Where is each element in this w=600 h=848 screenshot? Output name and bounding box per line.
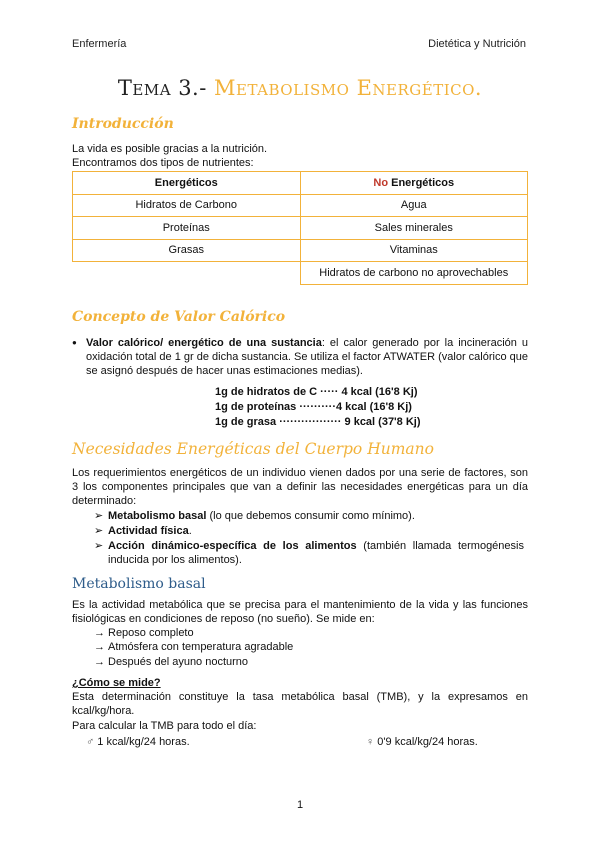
right-arrow-icon: → — [94, 656, 105, 668]
factor-protein: 1g de proteínas ··········4 kcal (16'8 Kj) — [215, 401, 412, 413]
condition-item — [94, 640, 524, 654]
basal-text: Es la actividad metabólica que se precisa para el mantenimiento de la vida y las funciones fisiológicas en condiciones de reposo (no sueño). Se mide en: — [72, 599, 528, 625]
how-text: Esta determinación constituye la tasa metabólica basal (TMB), y la expresamos en kcal/kg/hora. — [72, 691, 528, 717]
table-cell: Hidratos de carbono no aprovechables — [300, 262, 528, 285]
header-rest: Energéticos — [388, 176, 455, 189]
needs-item-bold: Acción dinámico-específica de los alimentos — [108, 540, 357, 552]
table-cell: Proteínas — [73, 217, 301, 240]
caloric-bullet — [72, 336, 528, 378]
needs-item — [94, 509, 524, 523]
no-word: No — [373, 176, 389, 189]
table-cell: Hidratos de Carbono — [73, 194, 301, 217]
arrow-icon: ➢ — [94, 525, 104, 537]
male-value: 1 kcal/kg/24 horas. — [94, 736, 190, 748]
intro-line-1: La vida es posible gracias a la nutrición. — [72, 143, 268, 155]
factor-fat: 1g de grasa ················· 9 kcal (37'8 Kj) — [215, 416, 421, 428]
table-cell: Sales minerales — [300, 217, 528, 240]
how-heading-text: ¿Cómo se mide? — [72, 677, 161, 689]
title-main: Metabolismo Energético. — [214, 76, 483, 100]
header-right: Dietética y Nutrición — [428, 38, 526, 50]
intro-line-2: Encontramos dos tipos de nutrientes: — [72, 157, 254, 169]
title-prefix: Tema 3.- — [117, 76, 207, 100]
condition-item — [94, 626, 524, 640]
table-row — [73, 217, 528, 240]
table-cell: Vitaminas — [300, 239, 528, 262]
table-row — [73, 239, 528, 262]
arrow-icon: ➢ — [94, 510, 104, 522]
basal-heading: Metabolismo basal — [72, 576, 206, 592]
condition-text: Atmósfera con temperatura agradable — [108, 641, 294, 653]
needs-item-bold: Metabolismo basal — [108, 510, 207, 522]
needs-item-bold: Actividad física — [108, 525, 189, 537]
nutrient-table — [72, 171, 528, 285]
needs-intro: Los requerimientos energéticos de un individuo vienen dados por una serie de factores, son 3 los componentes principales que van a definir las necesidades energéticas para un día determinado: — [72, 467, 528, 507]
caloric-term: Valor calórico/ energético de una sustancia — [86, 337, 322, 349]
factor-carbs: 1g de hidratos de C ····· 4 kcal (16'8 Kj) — [215, 386, 418, 398]
female-value: 0'9 kcal/kg/24 horas. — [374, 736, 478, 748]
caloric-definition-text: : el calor generado por la incineración u oxidación total de 1 gr de dicha sustancia. Se utiliza el factor ATWATER (valor calórico que se asignó después de hacer unas estimaciones medias). — [86, 337, 528, 377]
arrow-icon: ➢ — [94, 540, 104, 552]
table-cell-empty — [73, 262, 301, 285]
needs-item — [94, 539, 524, 567]
needs-item-rest: (lo que debemos consumir como mínimo). — [206, 510, 415, 522]
tmb-intro: Para calcular la TMB para todo el día: — [72, 720, 257, 732]
table-row — [73, 194, 528, 217]
how-heading — [72, 676, 528, 690]
page-number: 1 — [296, 799, 304, 811]
table-row — [73, 262, 528, 285]
condition-text: Después del ayuno nocturno — [108, 656, 249, 668]
female-icon: ♀ — [366, 736, 375, 748]
male-rate — [86, 735, 306, 749]
male-icon: ♂ — [86, 736, 95, 748]
needs-heading: Necesidades Energéticas del Cuerpo Humano — [72, 440, 434, 458]
female-rate — [366, 735, 526, 749]
needs-item-rest: (también llamada termogénesis inducida por los alimentos). — [108, 540, 524, 566]
needs-item-rest: . — [188, 525, 192, 537]
bullet-icon: ● — [72, 338, 77, 347]
page-title — [0, 76, 600, 100]
header-left: Enfermería — [72, 38, 127, 50]
needs-item — [94, 524, 524, 538]
caloric-definition — [86, 336, 528, 378]
table-header-energeticos: Energéticos — [73, 172, 301, 195]
condition-item — [94, 655, 524, 669]
caloric-heading: Concepto de Valor Calórico — [72, 309, 286, 325]
table-cell: Agua — [300, 194, 528, 217]
condition-text: Reposo completo — [108, 627, 194, 639]
right-arrow-icon: → — [94, 627, 105, 639]
table-header-no-energeticos — [300, 172, 528, 195]
right-arrow-icon: → — [94, 641, 105, 653]
table-row — [73, 172, 528, 195]
intro-heading: Introducción — [72, 116, 174, 132]
table-cell: Grasas — [73, 239, 301, 262]
